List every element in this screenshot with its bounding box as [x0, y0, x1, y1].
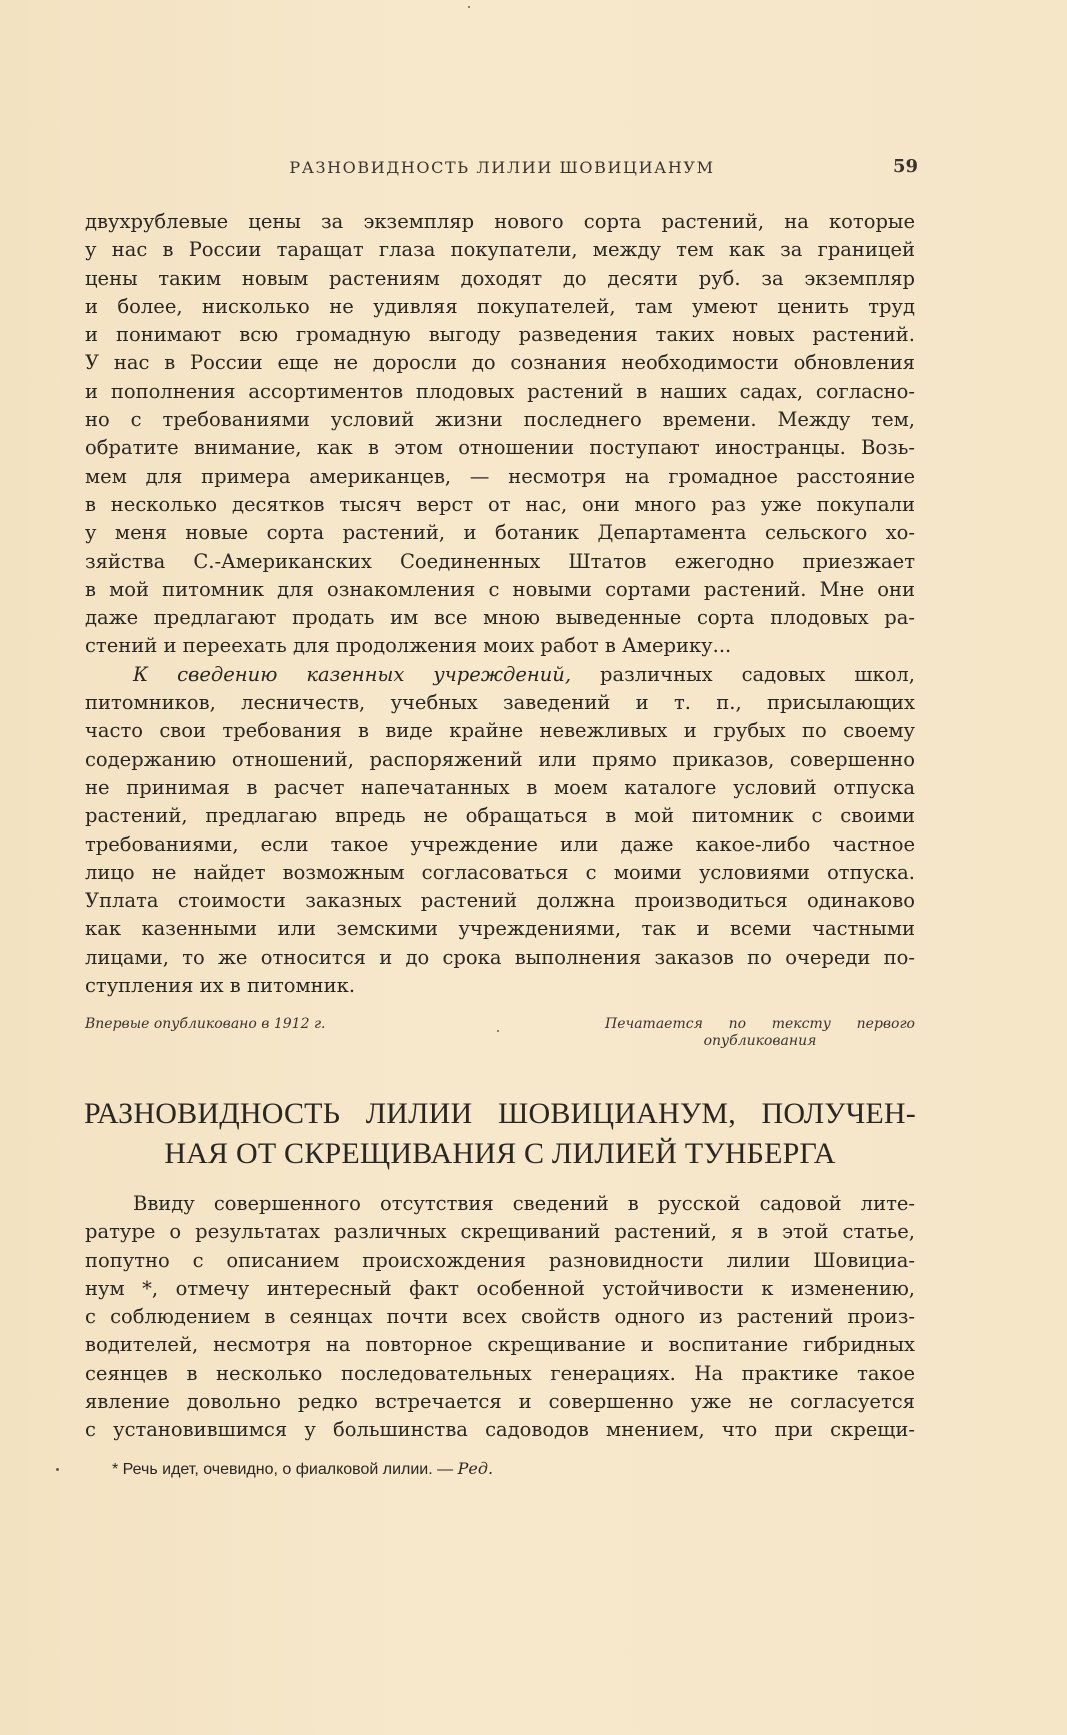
text-line: и понимают всю громадную выгоду разведения таких новых растений. — [85, 323, 915, 347]
text-line: требованиями, если такое учреждение или даже какое-либо частное — [85, 832, 915, 856]
paper-speck — [497, 1030, 499, 1032]
running-head — [84, 156, 920, 180]
text-line: нум *, отмечу интересный факт особенной устойчивости к изменению, — [85, 1276, 915, 1300]
text-line: лицами, то же относится и до срока выполнения заказов по очереди по- — [85, 945, 915, 969]
text-line: с соблюдением в сеянцах почти всех свойств одного из растений произ- — [85, 1305, 915, 1329]
text-line: попутно с описанием происхождения разновидности лилии Шовициа- — [85, 1248, 915, 1272]
running-title: РАЗНОВИДНОСТЬ ЛИЛИИ ШОВИЦИАНУМ — [289, 158, 715, 177]
article-paragraph — [85, 1190, 915, 1445]
text-line: в мой питомник для ознакомления с новыми сортами растений. Мне они — [85, 577, 915, 601]
notice-first-line-rest: различных садовых школ, — [571, 662, 915, 686]
text-line: даже предлагают продать им все мною выведенные сорта плодовых ра- — [85, 606, 915, 630]
text-line: лицо не найдет возможным согласоваться с моими условиями отпуска. — [85, 860, 915, 884]
text-line: и более, нисколько не удивляя покупателей, там умеют ценить труд — [85, 294, 915, 318]
text-line: не принимая в расчет напечатанных в моем каталоге условий отпуска — [85, 775, 915, 799]
text-line: Ввиду совершенного отсутствия сведений в русской садовой лите- — [133, 1192, 915, 1215]
paper-speck — [468, 6, 470, 8]
text-line: как казенными или земскими учреждениями, так и всеми частными — [85, 917, 915, 941]
text-line: в несколько десятков тысяч верст от нас, они много раз уже покупали — [85, 492, 915, 516]
text-line: питомников, лесничеств, учебных заведений и т. п., присылающих — [85, 691, 915, 715]
text-line: у меня новые сорта растений, и ботаник Департамента сельского хо- — [85, 521, 915, 545]
footnote — [112, 1459, 493, 1479]
text-line: содержанию отношений, распоряжений или прямо приказов, совершенно — [85, 747, 915, 771]
publication-note — [85, 1016, 915, 1056]
text-line: стений и переехать для продолжения моих работ в Америку... — [85, 634, 732, 658]
text-line: явление довольно редко встречается и совершенно уже не согласуется — [85, 1390, 915, 1414]
text-line: цены таким новым растениям доходят до десяти руб. за экземпляр — [85, 266, 915, 290]
continued-paragraph — [85, 208, 915, 1000]
text-line: часто свои требования в виде крайне невежливых и грубых по своему — [85, 719, 915, 743]
text-line: мем для примера американцев, — несмотря на громадное расстояние — [85, 464, 915, 488]
text-line: у нас в России таращат глаза покупатели, между тем как за границей — [85, 238, 915, 262]
text-line: ступления их в питомник. — [85, 974, 356, 998]
text-line: растений, предлагаю впредь не обращаться в мой питомник с своими — [85, 804, 915, 828]
text-line: но с требованиями условий жизни последнего времени. Между тем, — [85, 408, 915, 432]
text-line: Уплата стоимости заказных растений должна производиться одинаково — [85, 889, 915, 913]
text-line: сеянцев в несколько последовательных генерациях. На практике такое — [85, 1361, 915, 1385]
text-line: с установившимся у большинства садоводов мнением, что при скрещи- — [85, 1418, 915, 1442]
text-line: зяйства С.-Американских Соединенных Штатов ежегодно приезжает — [85, 549, 915, 573]
page-number: 59 — [892, 156, 918, 177]
article-title — [84, 1094, 916, 1174]
printed-from-note: Печатается по тексту первого опубликования — [605, 1016, 915, 1049]
text-line: двухрублевые цены за экземпляр нового сорта растений, на которые — [85, 210, 915, 233]
text-line: ратуре о результатах различных скрещиваний растений, я в этой статье, — [85, 1220, 915, 1244]
footnote-editor-mark: Ред. — [457, 1459, 494, 1478]
first-published-note: Впервые опубликовано в 1912 г. — [85, 1016, 326, 1032]
text-line: обратите внимание, как в этом отношении поступают иностранцы. Возь- — [85, 436, 915, 460]
article-title-line-1: РАЗНОВИДНОСТЬ ЛИЛИИ ШОВИЦИАНУМ, ПОЛУЧЕН- — [84, 1097, 916, 1130]
notice-first-line — [85, 661, 915, 689]
text-line: водителей, несмотря на повторное скрещивание и воспитание гибридных — [85, 1333, 915, 1357]
article-title-line-2: НАЯ ОТ СКРЕЩИВАНИЯ С ЛИЛИЕЙ ТУНБЕРГА — [164, 1137, 836, 1170]
text-line: и пополнения ассортиментов плодовых растений в наших садах, согласно- — [85, 379, 915, 403]
paper-speck — [56, 1468, 59, 1471]
footnote-text: * Речь идет, очевидно, о фиалковой лилии. — — [112, 1461, 454, 1478]
notice-italic-lead: К сведению казенных учреждений, — [133, 662, 572, 686]
text-line: У нас в России еще не доросли до сознания необходимости обновления — [85, 351, 915, 375]
